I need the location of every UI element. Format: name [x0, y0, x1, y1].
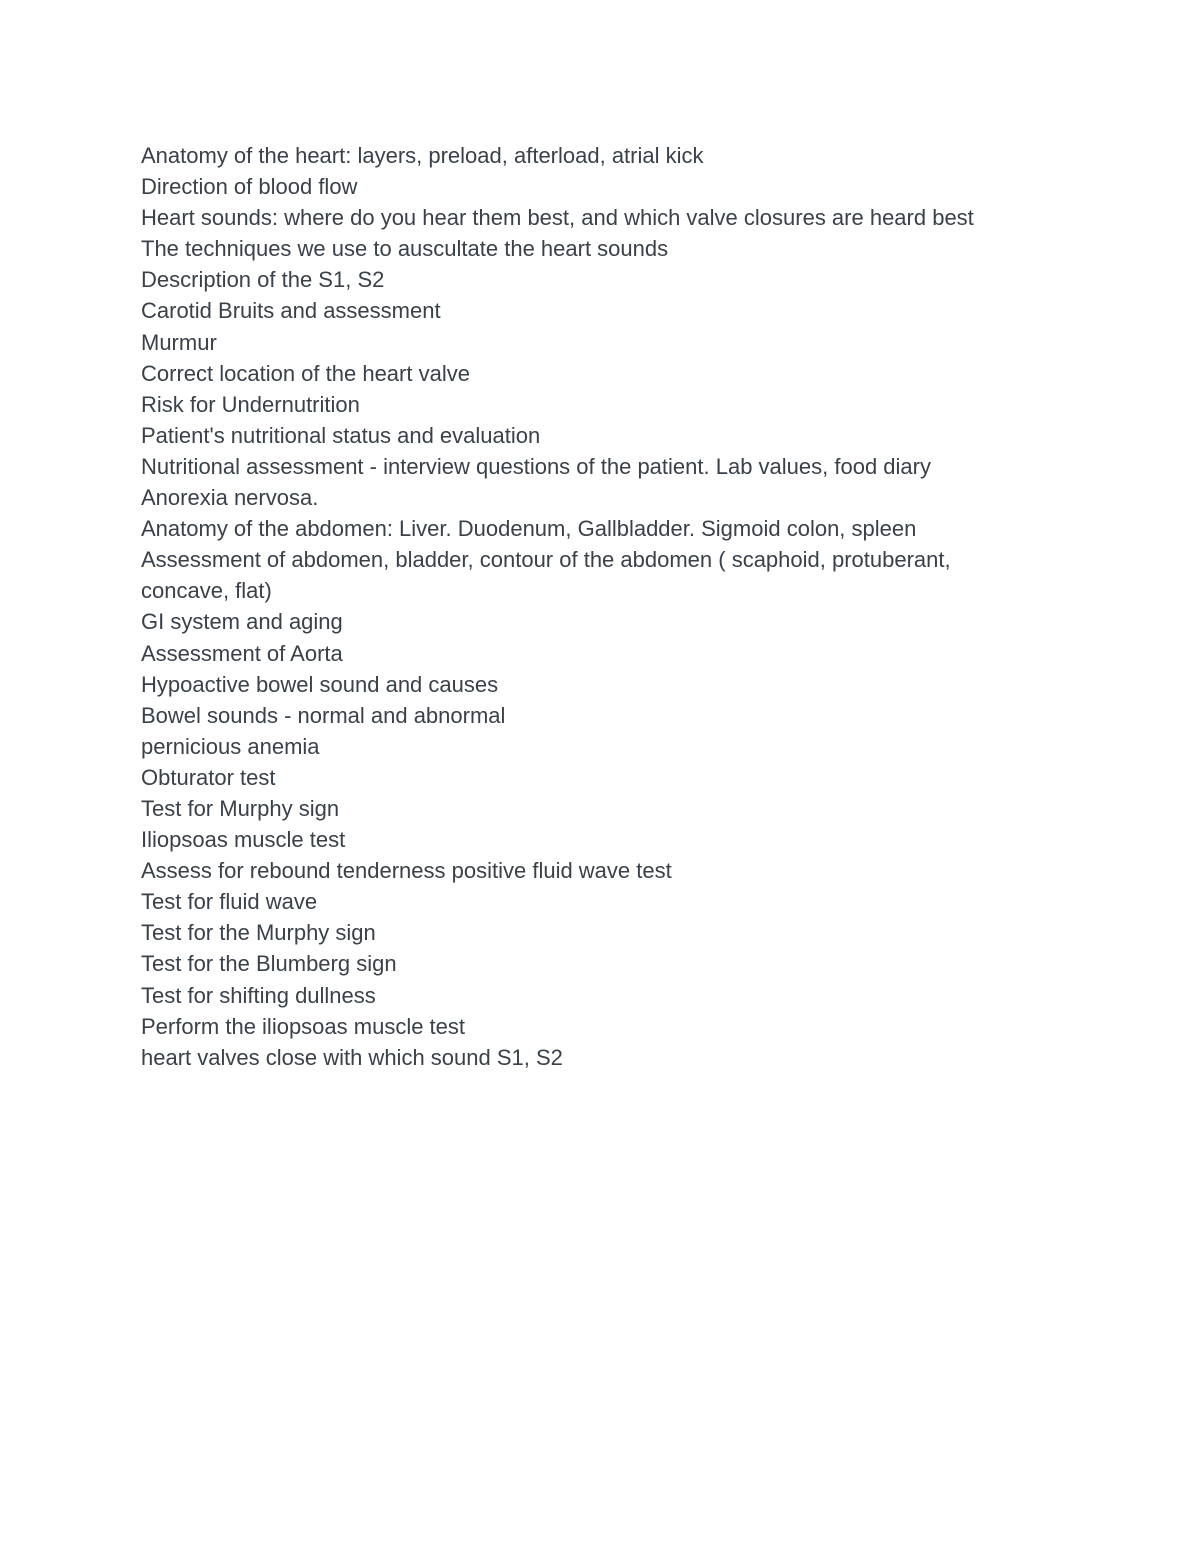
topic-line: Test for Murphy sign [141, 795, 340, 821]
study-topic-list [141, 140, 1061, 1073]
topic-line: Bowel sounds - normal and abnormal [141, 702, 506, 728]
topic-line: Murmur [141, 329, 217, 355]
topic-line: Risk for Undernutrition [141, 391, 360, 417]
topic-line: Test for fluid wave [141, 889, 318, 915]
topic-line: Perform the iliopsoas muscle test [141, 1013, 466, 1039]
topic-line: The techniques we use to auscultate the heart sounds [141, 236, 669, 262]
topic-line: Description of the S1, S2 [141, 267, 385, 293]
topic-line: Anatomy of the abdomen: Liver. Duodenum, Gallbladder. Sigmoid colon, spleen [141, 516, 917, 542]
topic-line: Anatomy of the heart: layers, preload, afterload, atrial kick [141, 143, 704, 168]
topic-line: Anorexia nervosa. [141, 485, 319, 511]
topic-line: pernicious anemia [141, 733, 320, 759]
topic-line: heart valves close with which sound S1, S2 [141, 1044, 563, 1070]
topic-line: Heart sounds: where do you hear them best, and which valve closures are heard best [141, 205, 974, 231]
topic-line: Test for the Blumberg sign [141, 951, 397, 977]
topic-line: Obturator test [141, 764, 276, 790]
topic-line: Iliopsoas muscle test [141, 827, 346, 853]
topic-line: Test for the Murphy sign [141, 920, 376, 946]
topic-line: Nutritional assessment - interview questions of the patient. Lab values, food diary [141, 453, 931, 479]
topic-line: Patient's nutritional status and evaluation [141, 422, 541, 448]
topic-line: Carotid Bruits and assessment [141, 298, 441, 324]
topic-line: Assessment of Aorta [141, 640, 343, 666]
topic-line: GI system and aging [141, 609, 343, 635]
topic-line: Hypoactive bowel sound and causes [141, 671, 499, 697]
topic-line-continuation: concave, flat) [141, 578, 272, 604]
topic-line: Assessment of abdomen, bladder, contour of the abdomen ( scaphoid, protuberant, [141, 547, 951, 573]
topic-line: Assess for rebound tenderness positive fluid wave test [141, 858, 672, 884]
topic-line: Correct location of the heart valve [141, 360, 470, 386]
topic-line: Direction of blood flow [141, 174, 358, 200]
topic-line: Test for shifting dullness [141, 982, 376, 1008]
